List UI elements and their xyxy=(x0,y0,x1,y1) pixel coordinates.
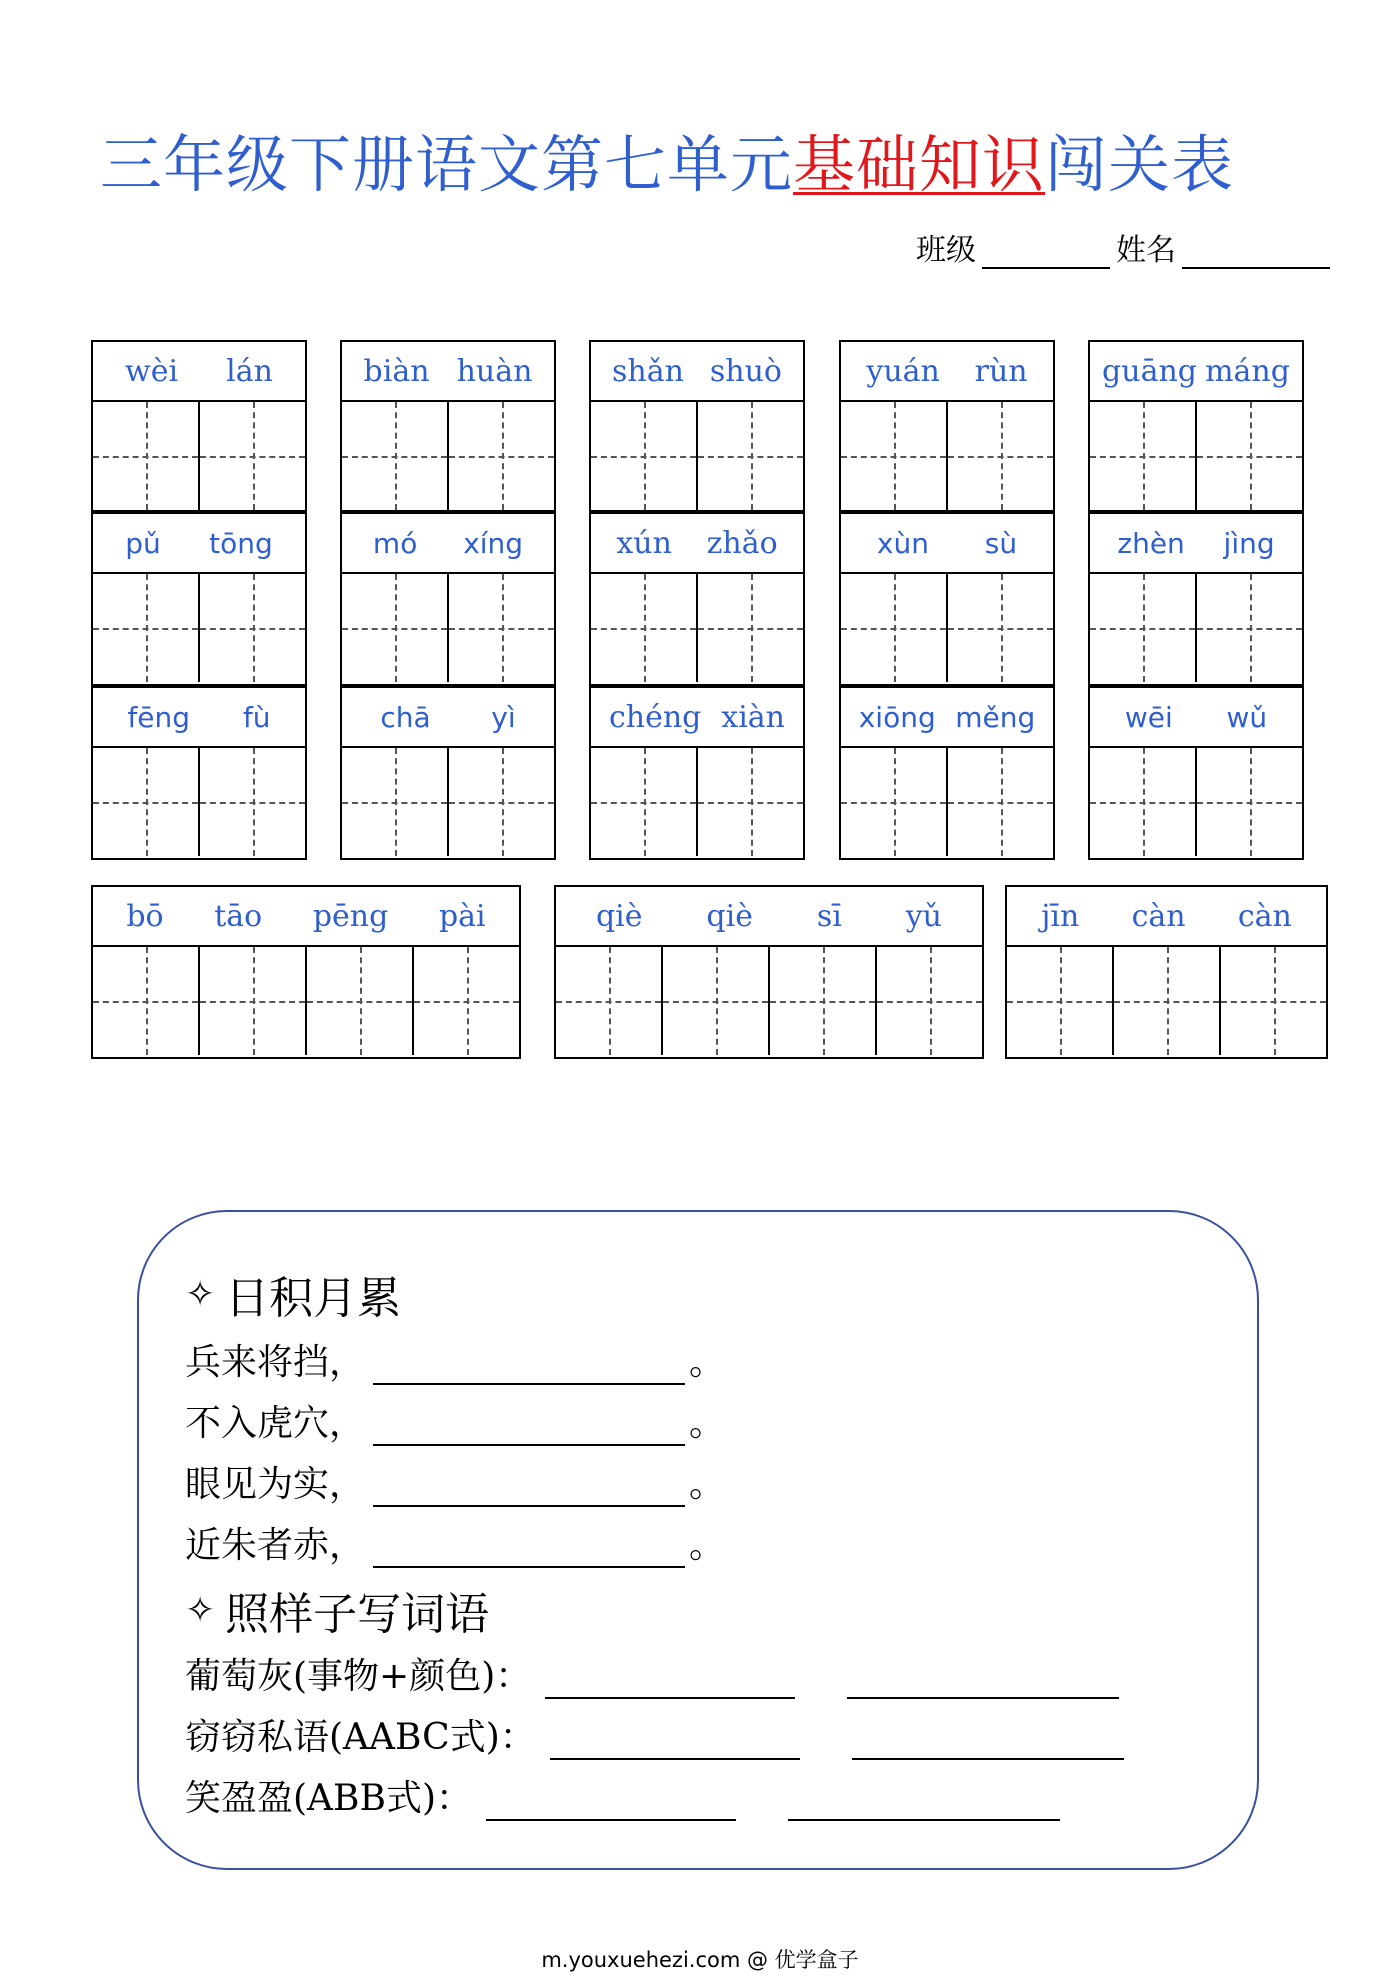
pattern-text: 葡萄灰(事物+颜色)： xyxy=(185,1656,532,1697)
syllable: càn xyxy=(1131,898,1186,934)
writing-cell[interactable] xyxy=(342,574,449,682)
pinyin-label xyxy=(841,688,1053,748)
writing-cell[interactable] xyxy=(414,947,519,1055)
syllable: wǔ xyxy=(1226,700,1268,734)
syllable: měng xyxy=(955,700,1036,734)
pattern-text: 窃窃私语(AABC式)： xyxy=(185,1717,536,1758)
word-box xyxy=(340,340,556,512)
writing-cell[interactable] xyxy=(841,574,948,682)
proverb-text: 眼见为实， xyxy=(185,1464,366,1505)
proverb-text: 近朱者赤， xyxy=(185,1525,366,1566)
proverb-row xyxy=(185,1456,725,1507)
sparkle-icon: ✧ xyxy=(185,1273,216,1315)
proverb-row xyxy=(185,1395,725,1446)
word-box xyxy=(340,686,556,860)
answer-blank[interactable] xyxy=(486,1785,736,1821)
writing-cell[interactable] xyxy=(1090,574,1197,682)
writing-cell[interactable] xyxy=(1007,947,1114,1055)
syllable: huàn xyxy=(456,353,533,389)
answer-blank[interactable] xyxy=(852,1724,1124,1760)
writing-cell[interactable] xyxy=(93,574,200,682)
pinyin-label xyxy=(1090,688,1302,748)
writing-cell[interactable] xyxy=(200,947,307,1055)
writing-cell[interactable] xyxy=(200,574,305,682)
syllable: jìng xyxy=(1223,526,1275,560)
writing-cell[interactable] xyxy=(841,748,948,856)
syllable: xùn xyxy=(876,526,929,560)
writing-cell[interactable] xyxy=(556,947,663,1055)
syllable: chéng xyxy=(608,699,702,735)
syllable: càn xyxy=(1237,898,1292,934)
phrase-box xyxy=(91,885,521,1059)
answer-blank[interactable] xyxy=(373,1532,685,1568)
word-box xyxy=(340,512,556,686)
answer-blank[interactable] xyxy=(373,1410,685,1446)
writing-cell[interactable] xyxy=(1114,947,1221,1055)
writing-cell[interactable] xyxy=(591,402,698,510)
writing-cell[interactable] xyxy=(449,574,554,682)
writing-cell[interactable] xyxy=(1197,402,1302,510)
writing-cell[interactable] xyxy=(200,748,305,856)
pinyin-label xyxy=(556,887,982,947)
syllable: shuò xyxy=(709,353,782,389)
proverb-row xyxy=(185,1517,725,1568)
writing-cell[interactable] xyxy=(698,748,803,856)
period: 。 xyxy=(689,1464,726,1505)
syllable: mó xyxy=(372,526,418,560)
answer-blank[interactable] xyxy=(373,1471,685,1507)
section-title-patterns xyxy=(185,1578,489,1642)
syllable: tāo xyxy=(214,898,263,934)
syllable: chā xyxy=(380,700,431,734)
answer-blank[interactable] xyxy=(550,1724,800,1760)
title-suffix: 闯关表 xyxy=(1045,128,1235,201)
writing-cell[interactable] xyxy=(770,947,877,1055)
pinyin-label xyxy=(93,514,305,574)
writing-cell[interactable] xyxy=(591,574,698,682)
name-label: 姓名 xyxy=(1116,233,1176,268)
word-box xyxy=(91,340,307,512)
writing-cell[interactable] xyxy=(200,402,305,510)
pinyin-label xyxy=(93,342,305,402)
syllable: yì xyxy=(491,700,516,734)
writing-cell[interactable] xyxy=(342,402,449,510)
syllable: rùn xyxy=(974,353,1028,389)
section1-title: 日积月累 xyxy=(225,1273,402,1324)
writing-cell[interactable] xyxy=(663,947,770,1055)
title-highlight: 基础知识 xyxy=(793,128,1046,201)
writing-cell[interactable] xyxy=(1197,574,1302,682)
word-box xyxy=(589,512,805,686)
syllable: yǔ xyxy=(905,898,943,934)
class-label: 班级 xyxy=(916,233,976,268)
writing-cell[interactable] xyxy=(1090,402,1197,510)
writing-cell[interactable] xyxy=(93,748,200,856)
pattern-text: 笑盈盈(ABB式)： xyxy=(185,1778,472,1819)
pinyin-label xyxy=(591,688,803,748)
section-title-accumulation xyxy=(185,1262,401,1326)
pattern-row xyxy=(185,1709,1124,1760)
answer-blank[interactable] xyxy=(788,1785,1060,1821)
word-box xyxy=(1088,512,1304,686)
answer-blank[interactable] xyxy=(373,1349,685,1385)
writing-cell[interactable] xyxy=(948,402,1053,510)
word-box xyxy=(589,686,805,860)
syllable: shǎn xyxy=(611,353,684,389)
writing-cell[interactable] xyxy=(591,748,698,856)
pinyin-label xyxy=(342,342,554,402)
syllable: qiè xyxy=(706,898,753,934)
syllable: pǔ xyxy=(125,526,161,560)
pinyin-label xyxy=(841,342,1053,402)
syllable: pēng xyxy=(312,898,389,934)
phrase-box xyxy=(1005,885,1328,1059)
pattern-row xyxy=(185,1770,1060,1821)
syllable: sī xyxy=(816,898,842,934)
writing-cell[interactable] xyxy=(1090,748,1197,856)
writing-cell[interactable] xyxy=(1197,748,1302,856)
section2-title: 照样子写词语 xyxy=(225,1589,490,1640)
syllable: jīn xyxy=(1041,898,1080,934)
period: 。 xyxy=(689,1403,726,1444)
syllable: máng xyxy=(1205,353,1290,389)
syllable: guāng xyxy=(1102,353,1197,389)
syllable: sù xyxy=(984,526,1018,560)
syllable: xiàn xyxy=(721,699,786,735)
writing-cell[interactable] xyxy=(93,402,200,510)
pinyin-label xyxy=(1007,887,1326,947)
syllable: xiōng xyxy=(858,700,936,734)
syllable: xíng xyxy=(463,526,524,560)
period: 。 xyxy=(689,1342,726,1383)
footer-watermark: m.youxuehezi.com @ 优学盒子 xyxy=(541,1948,859,1972)
syllable: fù xyxy=(242,700,271,734)
syllable: biàn xyxy=(363,353,430,389)
proverb-text: 兵来将挡， xyxy=(185,1342,366,1383)
pinyin-label xyxy=(841,514,1053,574)
word-box xyxy=(1088,340,1304,512)
pinyin-label xyxy=(1090,342,1302,402)
syllable: zhǎo xyxy=(706,525,778,561)
period: 。 xyxy=(689,1525,726,1566)
proverb-text: 不入虎穴， xyxy=(185,1403,366,1444)
word-box xyxy=(839,512,1055,686)
word-box xyxy=(839,340,1055,512)
writing-cell[interactable] xyxy=(841,402,948,510)
pinyin-label xyxy=(342,514,554,574)
word-box xyxy=(91,686,307,860)
pinyin-label xyxy=(342,688,554,748)
sparkle-icon: ✧ xyxy=(185,1589,216,1631)
syllable: wēi xyxy=(1124,700,1173,734)
syllable: wèi xyxy=(125,353,179,389)
writing-cell[interactable] xyxy=(307,947,414,1055)
pattern-row xyxy=(185,1648,1119,1699)
proverb-row xyxy=(185,1334,725,1385)
writing-cell[interactable] xyxy=(449,402,554,510)
phrase-box xyxy=(554,885,984,1059)
syllable: yuán xyxy=(866,353,940,389)
word-box xyxy=(91,512,307,686)
syllable: tōng xyxy=(209,526,273,560)
writing-cell[interactable] xyxy=(93,947,200,1055)
pinyin-label xyxy=(591,342,803,402)
syllable: pài xyxy=(438,898,486,934)
syllable: bō xyxy=(126,898,164,934)
syllable: zhèn xyxy=(1117,526,1185,560)
writing-cell[interactable] xyxy=(948,748,1053,856)
syllable: qiè xyxy=(595,898,643,934)
pinyin-label xyxy=(93,887,519,947)
pinyin-label xyxy=(591,514,803,574)
writing-cell[interactable] xyxy=(948,574,1053,682)
word-box xyxy=(589,340,805,512)
syllable: fēng xyxy=(127,700,191,734)
pinyin-label xyxy=(1090,514,1302,574)
answer-blank[interactable] xyxy=(545,1663,795,1699)
writing-cell[interactable] xyxy=(877,947,982,1055)
syllable: xún xyxy=(616,525,672,561)
pinyin-label xyxy=(93,688,305,748)
word-box xyxy=(839,686,1055,860)
writing-cell[interactable] xyxy=(342,748,449,856)
word-box xyxy=(1088,686,1304,860)
writing-cell[interactable] xyxy=(449,748,554,856)
writing-cell[interactable] xyxy=(1221,947,1326,1055)
title-prefix: 三年级下册语文第七单元 xyxy=(100,128,794,201)
syllable: lán xyxy=(226,353,273,389)
writing-cell[interactable] xyxy=(698,574,803,682)
writing-cell[interactable] xyxy=(698,402,803,510)
answer-blank[interactable] xyxy=(847,1663,1119,1699)
